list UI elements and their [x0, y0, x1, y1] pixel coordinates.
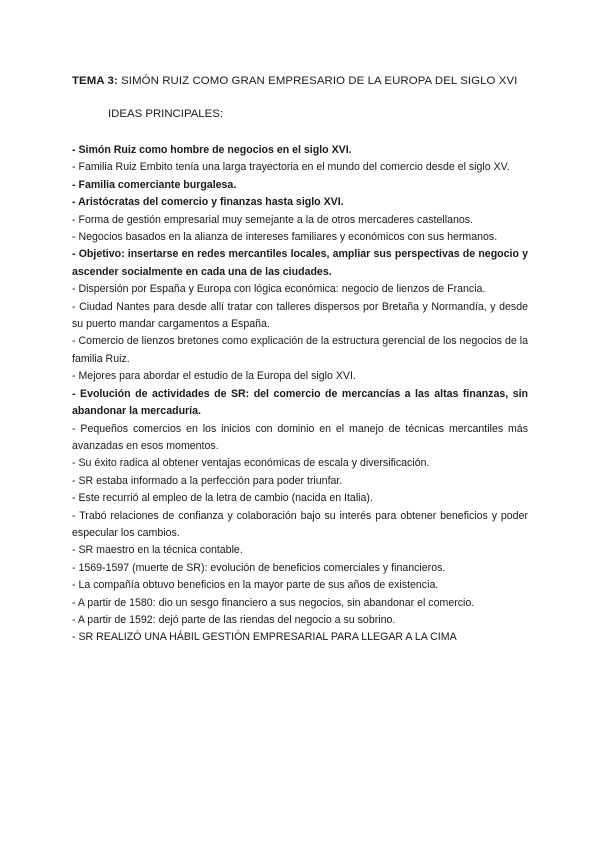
title-prefix: TEMA 3:: [72, 75, 118, 87]
idea-item: - SR maestro en la técnica contable.: [72, 544, 243, 557]
idea-item: - SR estaba informado a la perfección para poder triunfar.: [72, 474, 343, 487]
idea-item: - A partir de 1580: dio un sesgo financiero a sus negocios, sin abandonar el comercio.: [72, 596, 475, 609]
title-text: SIMÓN RUIZ COMO GRAN EMPRESARIO DE LA EUROPA DEL SIGLO XVI: [117, 75, 518, 87]
idea-item: - Comercio de lienzos bretones como explicación de la estructura gerencial de los negocios de la familia Ruiz.: [72, 335, 528, 365]
idea-item: - Su éxito radica al obtener ventajas económicas de escala y diversificación.: [72, 457, 430, 470]
idea-item: - Negocios basados en la alianza de intereses familiares y económicos con sus hermanos.: [72, 231, 498, 244]
idea-item: - Este recurrió al empleo de la letra de cambio (nacida en Italia).: [72, 492, 373, 505]
idea-item: - Mejores para abordar el estudio de la Europa del siglo XVI.: [72, 370, 356, 383]
idea-item: - Aristócratas del comercio y finanzas hasta siglo XVI.: [72, 196, 344, 209]
idea-item: - Familia Ruiz Embito tenía una larga trayectoria en el mundo del comercio desde el siglo XV.: [72, 161, 510, 174]
idea-item: - Objetivo: insertarse en redes mercantiles locales, ampliar sus perspectivas de negocio y ascender socialmente en cada una de las ciudades.: [72, 248, 528, 278]
idea-item: - A partir de 1592: dejó parte de las riendas del negocio a su sobrino.: [72, 613, 396, 626]
idea-item: - Forma de gestión empresarial muy semejante a la de otros mercaderes castellanos.: [72, 213, 473, 226]
idea-item: - 1569-1597 (muerte de SR): evolución de beneficios comerciales y financieros.: [72, 561, 446, 574]
idea-item: - Familia comerciante burgalesa.: [72, 178, 237, 191]
idea-item: - Simón Ruiz como hombre de negocios en el siglo XVI.: [72, 144, 352, 156]
section-heading: IDEAS PRINCIPALES:: [108, 108, 223, 120]
idea-item: - Trabó relaciones de confianza y colaboración bajo su interés para obtener beneficios y poder especular los cambios.: [72, 509, 528, 539]
idea-item: - La compañía obtuvo beneficios en la mayor parte de sus años de existencia.: [72, 579, 439, 592]
document-title: [72, 73, 528, 89]
idea-item: - Dispersión por España y Europa con lógica económica: negocio de lienzos de Francia.: [72, 283, 486, 296]
idea-item: - Ciudad Nantes para desde allí tratar con talleres dispersos por Bretaña y Normandía, y desde su puerto mandar cargamentos a España.: [72, 300, 528, 331]
idea-item: - SR REALIZÓ UNA HÁBIL GESTIÓN EMPRESARIAL PARA LLEGAR A LA CIMA: [72, 631, 457, 644]
idea-item: - Evolución de actividades de SR: del comercio de mercancías a las altas finanzas, sin abandonar la mercaduría.: [72, 387, 528, 418]
idea-item: - Pequeños comercios en los inicios con dominio en el manejo de técnicas mercantiles más avanzadas en esos momentos.: [72, 422, 528, 452]
ideas-list: [72, 142, 528, 647]
